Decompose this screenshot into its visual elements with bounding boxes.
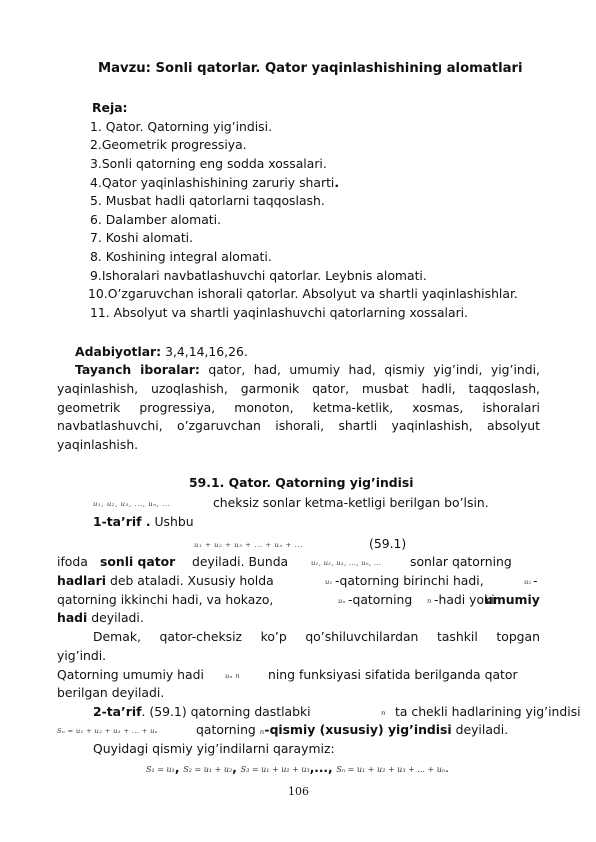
tayanch-line-2: yaqinlashish, uzoqlashish, garmonik qator, musbat hadli, taqqoslash, (57, 381, 540, 396)
page-title: Mavzu: Sonli qatorlar. Qator yaqinlashishining alomatlari (98, 61, 523, 76)
p1-sonlar-qatorning: sonlar qatorning (410, 554, 512, 569)
p1-qatorning: -qatorning (348, 592, 413, 607)
p1-deyiladi: deyiladi. (87, 610, 144, 625)
reja-item-4 (90, 174, 339, 192)
reja-item-7: 7. Koshi alomati. (90, 230, 194, 245)
partial-sum-end: . (445, 761, 449, 775)
def2-qismiy-yigindisi: -qismiy (xususiy) yig’indisi (264, 722, 452, 737)
p1-umumiy: umumiy (484, 592, 540, 607)
def2-line-1a (93, 703, 311, 721)
p1-ifoda: ifoda (57, 554, 88, 569)
reja-item-1: 1. Qator. Qatorning yig’indisi. (90, 119, 273, 134)
reja-item-5: 5. Musbat hadli qatorlarni taqqoslash. (90, 193, 325, 208)
p1-u2: u₂ (524, 578, 532, 586)
partial-sum-s1: S₁ = u₁ (146, 765, 175, 774)
def1-text: Ushbu (150, 514, 194, 529)
p1-birinchi-hadi: -qatorning birinchi hadi, (335, 573, 484, 588)
reja-item-10: 10.O’zgaruvchan ishorali qatorlar. Absolyut va shartli yaqinlashishlar. (88, 286, 518, 301)
def2-partial-sum-formula: Sₙ = u₁ + u₂ + u₃ + ... + uₙ (57, 727, 158, 735)
tayanch-text-1: qator, had, umumiy had, qismiy yig’indi, yig’indi, (208, 362, 540, 377)
adabiyotlar-value: 3,4,14,16,26. (161, 344, 248, 359)
p1-u1: u₁ (325, 578, 333, 586)
partial-sum-s2: S₂ = u₁ + u₂ (183, 765, 233, 774)
tayanch-line-1 (75, 361, 540, 379)
p1-hadi: hadi (57, 610, 88, 625)
p3-line-2: berilgan deyiladi. (57, 685, 165, 700)
reja-item-11: 11. Absolyut va shartli yaqinlashuvchi qatorlarning xossalari. (90, 305, 469, 320)
reja-item-6: 6. Dalamber alomati. (90, 212, 222, 227)
p1-sequence-formula: u₁, u₂, u₃, ..., uₙ, ... (311, 559, 382, 567)
tayanch-line-4: navbatlashuvchi, o’zgaruvchan ishorali, shartli yaqinlashish, absolyut (57, 418, 540, 433)
p1-un: uₙ (338, 597, 346, 605)
sequence-text: cheksiz sonlar ketma-ketligi berilgan bo’lsin. (213, 495, 489, 510)
partial-sums-line (146, 761, 449, 775)
reja-item-4-text: 4.Qator yaqinlashishining zaruriy sharti (90, 175, 335, 190)
p1-ikkinchi-hadi: qatorning ikkinchi hadi, va hokazo, (57, 592, 274, 607)
tayanch-label: Tayanch iboralar: (75, 362, 200, 377)
p2-line-2: yig’indi. (57, 648, 107, 663)
p1-sonli-qator: sonli qator (100, 554, 176, 569)
partial-sum-sep-2: , (232, 761, 237, 775)
partial-sum-s3: S₃ = u₁ + u₂ + u₃ (240, 765, 310, 774)
adabiyotlar (75, 343, 248, 361)
p1-hadlari: hadlari (57, 573, 107, 588)
reja-item-8: 8. Koshining integral alomati. (90, 249, 272, 264)
partial-sum-sn: Sₙ = u₁ + u₂ + u₃ + ... + uₙ (336, 765, 446, 774)
p3-formula: uₙ n (225, 672, 240, 680)
partial-sum-dots: ,..., (309, 761, 333, 775)
series-formula: u₁ + u₂ + u₃ + ... + uₙ + ... (194, 541, 303, 549)
p1-deb-ataladi: deb ataladi. Xususiy holda (110, 573, 274, 588)
reja-item-9: 9.Ishoralari navbatlashuvchi qatorlar. Leybnis alomati. (90, 268, 427, 283)
partial-sum-sep-1: , (174, 761, 180, 775)
def2-deyiladi: deyiladi. (451, 722, 509, 737)
tayanch-line-3: geometrik progressiya, monoton, ketma-ketlik, xosmas, ishoralari (57, 400, 540, 415)
p3-text-b: ning funksiyasi sifatida berilganda qator (268, 667, 518, 682)
section-heading: 59.1. Qator. Qatorning yig’indisi (189, 475, 414, 490)
equation-number: (59.1) (369, 536, 407, 551)
p4-text: Quyidagi qismiy yig’indilarni qaraymiz: (93, 741, 335, 756)
reja-item-2: 2.Geometrik progressiya. (90, 137, 247, 152)
p3-text-a: Qatorning umumiy hadi (57, 667, 204, 682)
def2-text-b: ta chekli hadlarining yig’indisi (395, 704, 581, 719)
page-number: 106 (288, 785, 309, 798)
def1-line (93, 513, 194, 531)
def1-label: 1-ta’rif . (93, 514, 151, 529)
sequence-formula: u₁, u₂, u₃, ..., uₙ, ... (93, 500, 171, 508)
p1-n: n (427, 597, 432, 605)
p1-line-4 (57, 609, 144, 627)
def2-label: 2-ta’rif (93, 704, 142, 719)
def2-n2: n (259, 728, 265, 736)
p1-hadi-yoki: -hadi yoki (434, 592, 495, 607)
p1-hyphen: - (533, 573, 538, 588)
reja-heading: Reja: (92, 100, 128, 115)
p1-deyiladi-bunda: deyiladi. Bunda (192, 554, 289, 569)
reja-item-4-period: . (334, 175, 340, 190)
reja-item-3: 3.Sonli qatorning eng sodda xossalari. (90, 156, 327, 171)
adabiyotlar-label: Adabiyotlar: (75, 344, 162, 359)
def2-n: n (381, 709, 386, 717)
def2-text-a: . (59.1) qatorning dastlabki (141, 704, 311, 719)
def2-qatorning: qatorning (196, 722, 260, 737)
tayanch-line-5: yaqinlashish. (57, 437, 139, 452)
p2-line-1: Demak, qator-cheksiz ko’p qo’shiluvchilardan tashkil topgan (93, 629, 540, 644)
def2-line-2 (196, 721, 508, 741)
